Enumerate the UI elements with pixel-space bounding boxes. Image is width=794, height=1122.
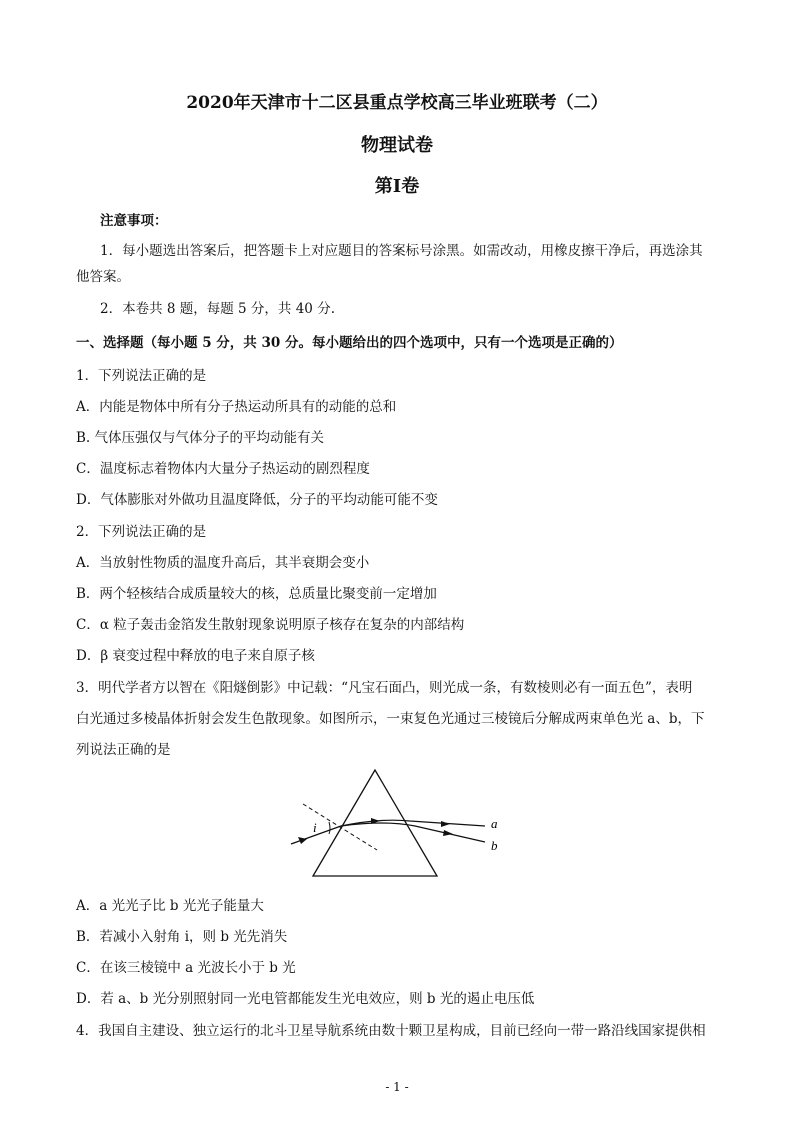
q1-option-c: C．温度标志着物体内大量分子热运动的剧烈程度 <box>76 461 370 477</box>
q3-option-b: B．若减小入射角 i，则 b 光先消失 <box>76 929 288 945</box>
q2-option-a: A．当放射性物质的温度升高后，其半衰期会变小 <box>76 555 370 571</box>
label-a: a <box>491 816 498 831</box>
q3-option-d: D．若 a、b 光分别照射同一光电管都能发生光电效应，则 b 光的遏止电压低 <box>76 991 535 1007</box>
arrow-a <box>441 821 450 827</box>
angle-arc <box>329 822 330 834</box>
page-number: - 1 - <box>385 1080 409 1094</box>
q3-stem-line2: 白光通过多棱晶体折射会发生色散现象。如图所示，一束复色光通过三棱镜后分解成两束单色光 a、b，下 <box>76 711 705 727</box>
subject-title: 物理试卷 <box>361 135 433 156</box>
q1-option-d: D．气体膨胀对外做功且温度降低，分子的平均动能可能不变 <box>76 492 438 508</box>
notice-item-1-line1: 1．每小题选出答案后，把答题卡上对应题目的答案标号涂黑。如需改动，用橡皮擦干净后，再选涂其 <box>100 243 703 259</box>
ray-b <box>341 823 485 842</box>
notice-heading: 注意事项： <box>100 213 168 229</box>
q1-stem: 1．下列说法正确的是 <box>76 368 207 384</box>
notice-item-2: 2．本卷共 8 题，每题 5 分，共 40 分. <box>100 301 335 317</box>
q3-stem-line3: 列说法正确的是 <box>76 742 171 758</box>
exam-title: 2020年天津市十二区县重点学校高三毕业班联考（二） <box>186 93 608 113</box>
label-b: b <box>491 838 498 853</box>
q3-option-c: C．在该三棱镜中 a 光波长小于 b 光 <box>76 960 296 976</box>
label-i: i <box>313 820 317 835</box>
notice-item-1-line2: 他答案。 <box>76 269 130 285</box>
q4-stem-line1: 4．我国自主建设、独立运行的北斗卫星导航系统由数十颗卫星构成，目前已经向一带一路沿线国家提供相 <box>76 1023 706 1039</box>
q2-option-d: D．β 衰变过程中释放的电子来自原子核 <box>76 648 315 664</box>
q3-stem-line1: 3．明代学者方以智在《阳燧倒影》中记载：“凡宝石面凸，则光成一条，有数棱则必有一面五色”，表明 <box>76 680 693 696</box>
section-heading: 一、选择题（每小题 5 分，共 30 分。每小题给出的四个选项中，只有一个选项是正确的） <box>76 335 623 351</box>
arrow-b <box>443 830 453 836</box>
volume-title: 第Ⅰ卷 <box>374 176 420 197</box>
q2-stem: 2．下列说法正确的是 <box>76 524 207 540</box>
q2-option-b: B．两个轻核结合成质量较大的核，总质量比聚变前一定增加 <box>76 586 437 602</box>
q1-option-b: B. 气体压强仅与气体分子的平均动能有关 <box>76 430 325 446</box>
q3-option-a: A．a 光光子比 b 光光子能量大 <box>76 898 264 914</box>
prism-diagram <box>285 764 515 884</box>
q2-option-c: C．α 粒子轰击金箔发生散射现象说明原子核存在复杂的内部结构 <box>76 617 465 633</box>
q1-option-a: A．内能是物体中所有分子热运动所具有的动能的总和 <box>76 399 397 415</box>
